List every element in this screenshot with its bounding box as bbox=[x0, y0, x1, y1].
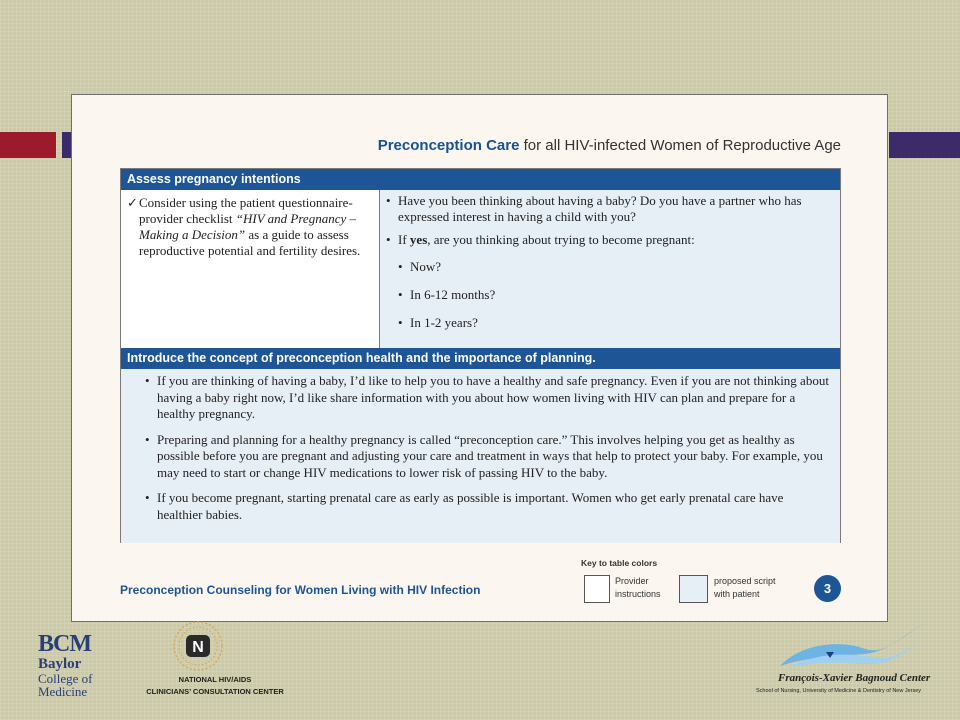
list-item bbox=[398, 315, 834, 331]
script-bullet-2: If yes, are you thinking about trying to become pregnant: bbox=[398, 232, 695, 247]
timeframe-option: Now? bbox=[410, 259, 442, 274]
patient-script-cell bbox=[380, 190, 840, 348]
list-item bbox=[398, 259, 834, 275]
color-key-title: Key to table colors bbox=[581, 558, 658, 568]
bullet-icon: • bbox=[386, 193, 391, 208]
preconception-table bbox=[120, 168, 841, 543]
slide-page bbox=[71, 94, 888, 622]
list-item bbox=[135, 373, 830, 423]
checkmark-icon: ✓ bbox=[127, 195, 138, 210]
fxb-name: François-Xavier Bagnoud Center bbox=[778, 672, 931, 684]
key-label-script: proposed script with patient bbox=[714, 576, 776, 599]
bullet-icon: • bbox=[145, 431, 150, 447]
title-rest: for all HIV-infected Women of Reproductive Age bbox=[523, 137, 841, 154]
bcm-line2: College of bbox=[38, 671, 93, 686]
page-number-badge: 3 bbox=[814, 575, 841, 602]
footer-title: Preconception Counseling for Women Living with HIV Infection bbox=[120, 583, 481, 597]
bullet-icon: • bbox=[398, 287, 403, 302]
script-bullet-1: Have you been thinking about having a baby? Do you have a partner who has expressed interest in having a child with you? bbox=[398, 193, 802, 224]
section1-row bbox=[121, 190, 840, 348]
baylor-logo bbox=[38, 632, 100, 699]
page-title bbox=[378, 137, 841, 154]
accent-band-right bbox=[889, 132, 960, 158]
bcm-line1: Baylor bbox=[38, 656, 82, 672]
script-paragraph: If you become pregnant, starting prenatal care as early as possible is important. Women who get early prenatal care have healthier babies. bbox=[157, 490, 784, 522]
bullet-icon: • bbox=[145, 373, 150, 388]
checklist-item bbox=[127, 195, 373, 259]
checklist-text: Consider using the patient questionnaire-provider checklist “HIV and Pregnancy – Making a Decision” as a guide to assess reproductive potential and fertility desires. bbox=[139, 195, 361, 258]
title-bold: Preconception Care bbox=[377, 137, 520, 154]
script-paragraph: Preparing and planning for a healthy pregnancy is called “preconception care.” This involves helping you get as healthy as possible before you are pregnant and adjusting your care and treatment in ways that help to protect your baby. For example, you may need to start or change HIV medications to lower risk of passing HIV to the baby. bbox=[157, 431, 823, 480]
bullet-icon: • bbox=[386, 232, 391, 247]
bullet-icon: • bbox=[398, 315, 403, 330]
timeframe-option: In 6-12 months? bbox=[410, 287, 496, 302]
accent-band-left bbox=[0, 132, 56, 158]
nccc-emblem-icon bbox=[172, 620, 224, 672]
section1-header: Assess pregnancy intentions bbox=[121, 169, 840, 190]
provider-instructions-cell bbox=[121, 190, 380, 348]
list-item bbox=[398, 287, 834, 303]
key-swatch-provider bbox=[584, 575, 610, 603]
section2-script-cell bbox=[121, 369, 840, 543]
script-paragraph: If you are thinking of having a baby, I’d like to help you to have a healthy and safe pregnancy. Even if you are not thinking about having a baby right now, I’d like share information with you about how women living with HIV can plan and prepare for a healthy pregnancy. bbox=[157, 373, 829, 421]
nccc-line2: CLINICIANS’ CONSULTATION CENTER bbox=[146, 687, 284, 696]
fxb-logo bbox=[756, 614, 940, 704]
fxb-swoosh-icon bbox=[760, 614, 940, 674]
key-swatch-script bbox=[679, 575, 708, 603]
bullet-icon: • bbox=[145, 490, 150, 505]
list-item bbox=[386, 193, 834, 225]
bcm-mark: BCM bbox=[38, 631, 91, 657]
bullet-icon: • bbox=[398, 259, 403, 274]
list-item bbox=[135, 490, 830, 523]
checklist-title: “HIV and Pregnancy – Making a Decision” bbox=[139, 211, 356, 242]
fxb-subtitle: School of Nursing, University of Medicine & Dentistry of New Jersey bbox=[756, 688, 922, 694]
list-item bbox=[135, 432, 830, 482]
bcm-line3: Medicine bbox=[38, 684, 88, 699]
timeframe-option: In 1-2 years? bbox=[410, 315, 478, 330]
nccc-logo bbox=[146, 620, 284, 700]
list-item bbox=[386, 232, 834, 248]
key-label-provider: Provider instructions bbox=[615, 576, 661, 599]
nccc-mark: N bbox=[192, 639, 204, 656]
nccc-line1: NATIONAL HIV/AIDS bbox=[178, 675, 252, 684]
section2-header: Introduce the concept of preconception health and the importance of planning. bbox=[121, 348, 840, 369]
